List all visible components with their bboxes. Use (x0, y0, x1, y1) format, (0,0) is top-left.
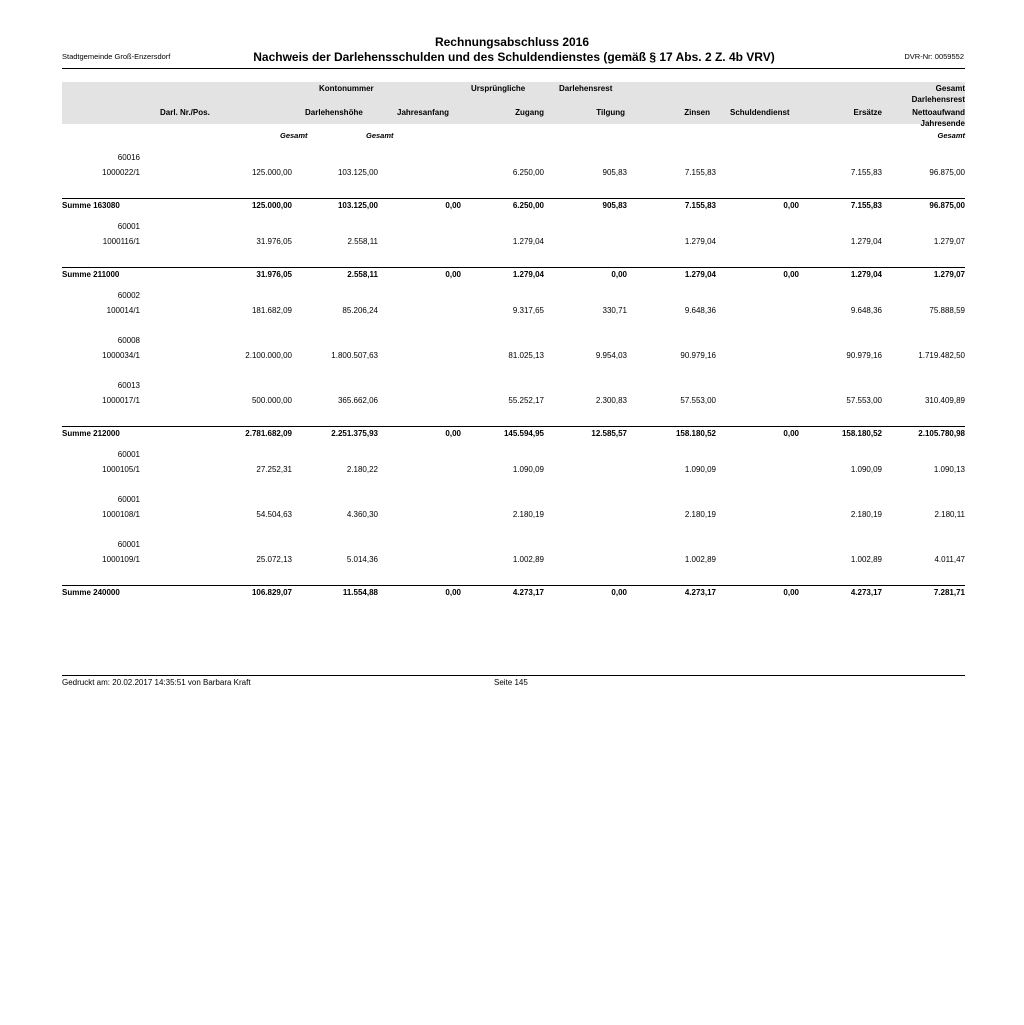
cell-tilgung: 55.252,17 (508, 396, 544, 405)
subtotal-cell-nettoaufwand: 158.180,52 (841, 429, 882, 438)
cell-jahresanfang: 365.662,06 (337, 396, 378, 405)
report-title: Rechnungsabschluss 2016 (434, 35, 590, 49)
page-number: Seite 145 (494, 678, 528, 687)
cell-nettoaufwand: 1.002,89 (850, 555, 882, 564)
cell-jahresanfang: 103.125,00 (337, 168, 378, 177)
cell-nettoaufwand: 90.979,16 (846, 351, 882, 360)
subtotal-cell-ersaetze: 0,00 (783, 201, 799, 210)
cell-jahresanfang: 1.800.507,63 (331, 351, 378, 360)
loan-position: 1000108/1 (102, 510, 140, 519)
cell-zinsen: 905,83 (602, 168, 627, 177)
subtotal-cell-jahresanfang: 103.125,00 (337, 201, 378, 210)
subtotal-cell-zugang: 0,00 (445, 270, 461, 279)
col-kontonummer: Kontonummer (319, 84, 374, 93)
subtotal-cell-darlehenshoehe: 2.781.682,09 (245, 429, 292, 438)
subtotal-cell-jahresende: 96.875,00 (929, 201, 965, 210)
subtotal-label: Summe 163080 (62, 201, 120, 210)
cell-nettoaufwand: 1.090,09 (850, 465, 882, 474)
konto-number: 60016 (117, 153, 140, 162)
cell-jahresende: 1.719.482,50 (918, 351, 965, 360)
cell-schuldendienst: 1.279,04 (684, 237, 716, 246)
loan-position: 1000116/1 (102, 237, 140, 246)
konto-number: 60001 (117, 540, 140, 549)
cell-darlehenshoehe: 125.000,00 (251, 168, 292, 177)
cell-nettoaufwand: 1.279,04 (850, 237, 882, 246)
subtotal-cell-zinsen: 0,00 (611, 588, 627, 597)
cell-jahresanfang: 2.180,22 (346, 465, 378, 474)
cell-jahresende: 1.090,13 (933, 465, 965, 474)
subtotal-cell-zinsen: 905,83 (602, 201, 627, 210)
konto-number: 60002 (117, 291, 140, 300)
subtotal-rule (62, 267, 965, 268)
col-jahresanfang: Jahresanfang (397, 108, 450, 117)
col-jahresende: Jahresende (920, 119, 965, 128)
col-gesamt-hoehe: Gesamt (280, 131, 308, 140)
subtotal-cell-ersaetze: 0,00 (783, 588, 799, 597)
col-gesamt-ende: Gesamt (937, 131, 965, 140)
subtotal-cell-nettoaufwand: 7.155,83 (850, 201, 882, 210)
cell-tilgung: 6.250,00 (512, 168, 544, 177)
cell-darlehenshoehe: 54.504,63 (256, 510, 292, 519)
cell-zinsen: 330,71 (602, 306, 627, 315)
subtotal-rule (62, 198, 965, 199)
col-darlehensrest: Darlehensrest (559, 84, 613, 93)
cell-jahresende: 310.409,89 (924, 396, 965, 405)
cell-jahresanfang: 2.558,11 (347, 237, 378, 246)
cell-nettoaufwand: 9.648,36 (850, 306, 882, 315)
print-info: Gedruckt am: 20.02.2017 14:35:51 von Barbara Kraft (62, 678, 251, 687)
col-darlehensrest-2: Darlehensrest (911, 95, 965, 104)
subtotal-cell-nettoaufwand: 1.279,04 (850, 270, 882, 279)
cell-jahresanfang: 4.360,30 (346, 510, 378, 519)
col-tilgung: Tilgung (596, 108, 625, 117)
cell-jahresende: 2.180,11 (934, 510, 965, 519)
subtotal-cell-zugang: 0,00 (445, 201, 461, 210)
subtotal-cell-tilgung: 6.250,00 (512, 201, 544, 210)
cell-jahresanfang: 5.014,36 (346, 555, 378, 564)
cell-nettoaufwand: 57.553,00 (846, 396, 882, 405)
loan-position: 1000109/1 (102, 555, 140, 564)
cell-jahresende: 75.888,59 (929, 306, 965, 315)
cell-nettoaufwand: 7.155,83 (850, 168, 882, 177)
subtotal-cell-zugang: 0,00 (445, 429, 461, 438)
col-nettoaufwand: Nettoaufwand (912, 108, 965, 117)
cell-jahresende: 4.011,47 (934, 555, 965, 564)
subtotal-cell-zugang: 0,00 (445, 588, 461, 597)
cell-nettoaufwand: 2.180,19 (850, 510, 882, 519)
cell-jahresende: 96.875,00 (929, 168, 965, 177)
col-gesamt: Gesamt (935, 84, 965, 93)
cell-schuldendienst: 2.180,19 (684, 510, 716, 519)
col-zugang: Zugang (515, 108, 544, 117)
subtotal-cell-jahresende: 2.105.780,98 (918, 429, 965, 438)
loan-position: 1000017/1 (102, 396, 140, 405)
cell-darlehenshoehe: 25.072,13 (256, 555, 292, 564)
subtotal-rule (62, 426, 965, 427)
cell-schuldendienst: 1.090,09 (684, 465, 716, 474)
header-rule (62, 68, 965, 69)
subtotal-label: Summe 212000 (62, 429, 120, 438)
subtotal-cell-jahresanfang: 2.251.375,93 (331, 429, 378, 438)
report-subtitle: Nachweis der Darlehensschulden und des Schuldendienstes (gemäß § 17 Abs. 2 Z. 4b VRV) (253, 50, 775, 64)
cell-tilgung: 9.317,65 (512, 306, 544, 315)
cell-schuldendienst: 90.979,16 (680, 351, 716, 360)
cell-darlehenshoehe: 181.682,09 (251, 306, 292, 315)
cell-darlehenshoehe: 2.100.000,00 (245, 351, 292, 360)
subtotal-label: Summe 240000 (62, 588, 120, 597)
subtotal-rule (62, 585, 965, 586)
subtotal-cell-jahresanfang: 11.554,88 (342, 588, 378, 597)
subtotal-cell-darlehenshoehe: 31.976,05 (256, 270, 292, 279)
subtotal-cell-tilgung: 1.279,04 (512, 270, 544, 279)
subtotal-cell-ersaetze: 0,00 (783, 270, 799, 279)
col-darl-nr-pos: Darl. Nr./Pos. (160, 108, 210, 117)
subtotal-cell-ersaetze: 0,00 (783, 429, 799, 438)
subtotal-cell-zinsen: 0,00 (611, 270, 627, 279)
cell-schuldendienst: 57.553,00 (680, 396, 716, 405)
subtotal-cell-schuldendienst: 1.279,04 (684, 270, 716, 279)
col-schuldendienst: Schuldendienst (730, 108, 790, 117)
subtotal-label: Summe 211000 (62, 270, 120, 279)
konto-number: 60001 (117, 495, 140, 504)
cell-schuldendienst: 9.648,36 (684, 306, 716, 315)
col-urspruengliche: Ursprüngliche (471, 84, 526, 93)
cell-schuldendienst: 7.155,83 (684, 168, 716, 177)
loan-position: 1000034/1 (102, 351, 140, 360)
subtotal-cell-schuldendienst: 7.155,83 (684, 201, 716, 210)
loan-position: 100014/1 (106, 306, 140, 315)
subtotal-cell-jahresende: 7.281,71 (933, 588, 965, 597)
cell-jahresende: 1.279,07 (933, 237, 965, 246)
cell-jahresanfang: 85.206,24 (342, 306, 378, 315)
loan-position: 1000022/1 (102, 168, 140, 177)
cell-schuldendienst: 1.002,89 (684, 555, 716, 564)
subtotal-cell-zinsen: 12.585,57 (591, 429, 627, 438)
cell-tilgung: 1.002,89 (512, 555, 544, 564)
cell-zinsen: 2.300,83 (595, 396, 627, 405)
konto-number: 60013 (117, 381, 140, 390)
dvr-number: DVR-Nr: 0059552 (904, 52, 964, 61)
konto-number: 60001 (117, 450, 140, 459)
cell-zinsen: 9.954,03 (595, 351, 627, 360)
col-zinsen: Zinsen (684, 108, 710, 117)
subtotal-cell-tilgung: 145.594,95 (503, 429, 544, 438)
cell-darlehenshoehe: 27.252,31 (256, 465, 292, 474)
col-gesamt-anfang: Gesamt (366, 131, 394, 140)
col-ersaetze: Ersätze (853, 108, 882, 117)
subtotal-cell-jahresanfang: 2.558,11 (347, 270, 378, 279)
subtotal-cell-schuldendienst: 4.273,17 (684, 588, 716, 597)
subtotal-cell-nettoaufwand: 4.273,17 (850, 588, 882, 597)
cell-tilgung: 1.279,04 (512, 237, 544, 246)
cell-tilgung: 1.090,09 (512, 465, 544, 474)
cell-tilgung: 81.025,13 (508, 351, 544, 360)
subtotal-cell-jahresende: 1.279,07 (933, 270, 965, 279)
cell-darlehenshoehe: 500.000,00 (251, 396, 292, 405)
subtotal-cell-darlehenshoehe: 106.829,07 (251, 588, 292, 597)
subtotal-cell-darlehenshoehe: 125.000,00 (251, 201, 292, 210)
municipality-name: Stadtgemeinde Groß-Enzersdorf (62, 52, 171, 61)
col-darlehenshoehe: Darlehenshöhe (305, 108, 363, 117)
cell-tilgung: 2.180,19 (512, 510, 544, 519)
konto-number: 60001 (117, 222, 140, 231)
konto-number: 60008 (117, 336, 140, 345)
loan-position: 1000105/1 (102, 465, 140, 474)
subtotal-cell-tilgung: 4.273,17 (512, 588, 544, 597)
subtotal-cell-schuldendienst: 158.180,52 (675, 429, 716, 438)
cell-darlehenshoehe: 31.976,05 (256, 237, 292, 246)
footer-rule (62, 675, 965, 676)
